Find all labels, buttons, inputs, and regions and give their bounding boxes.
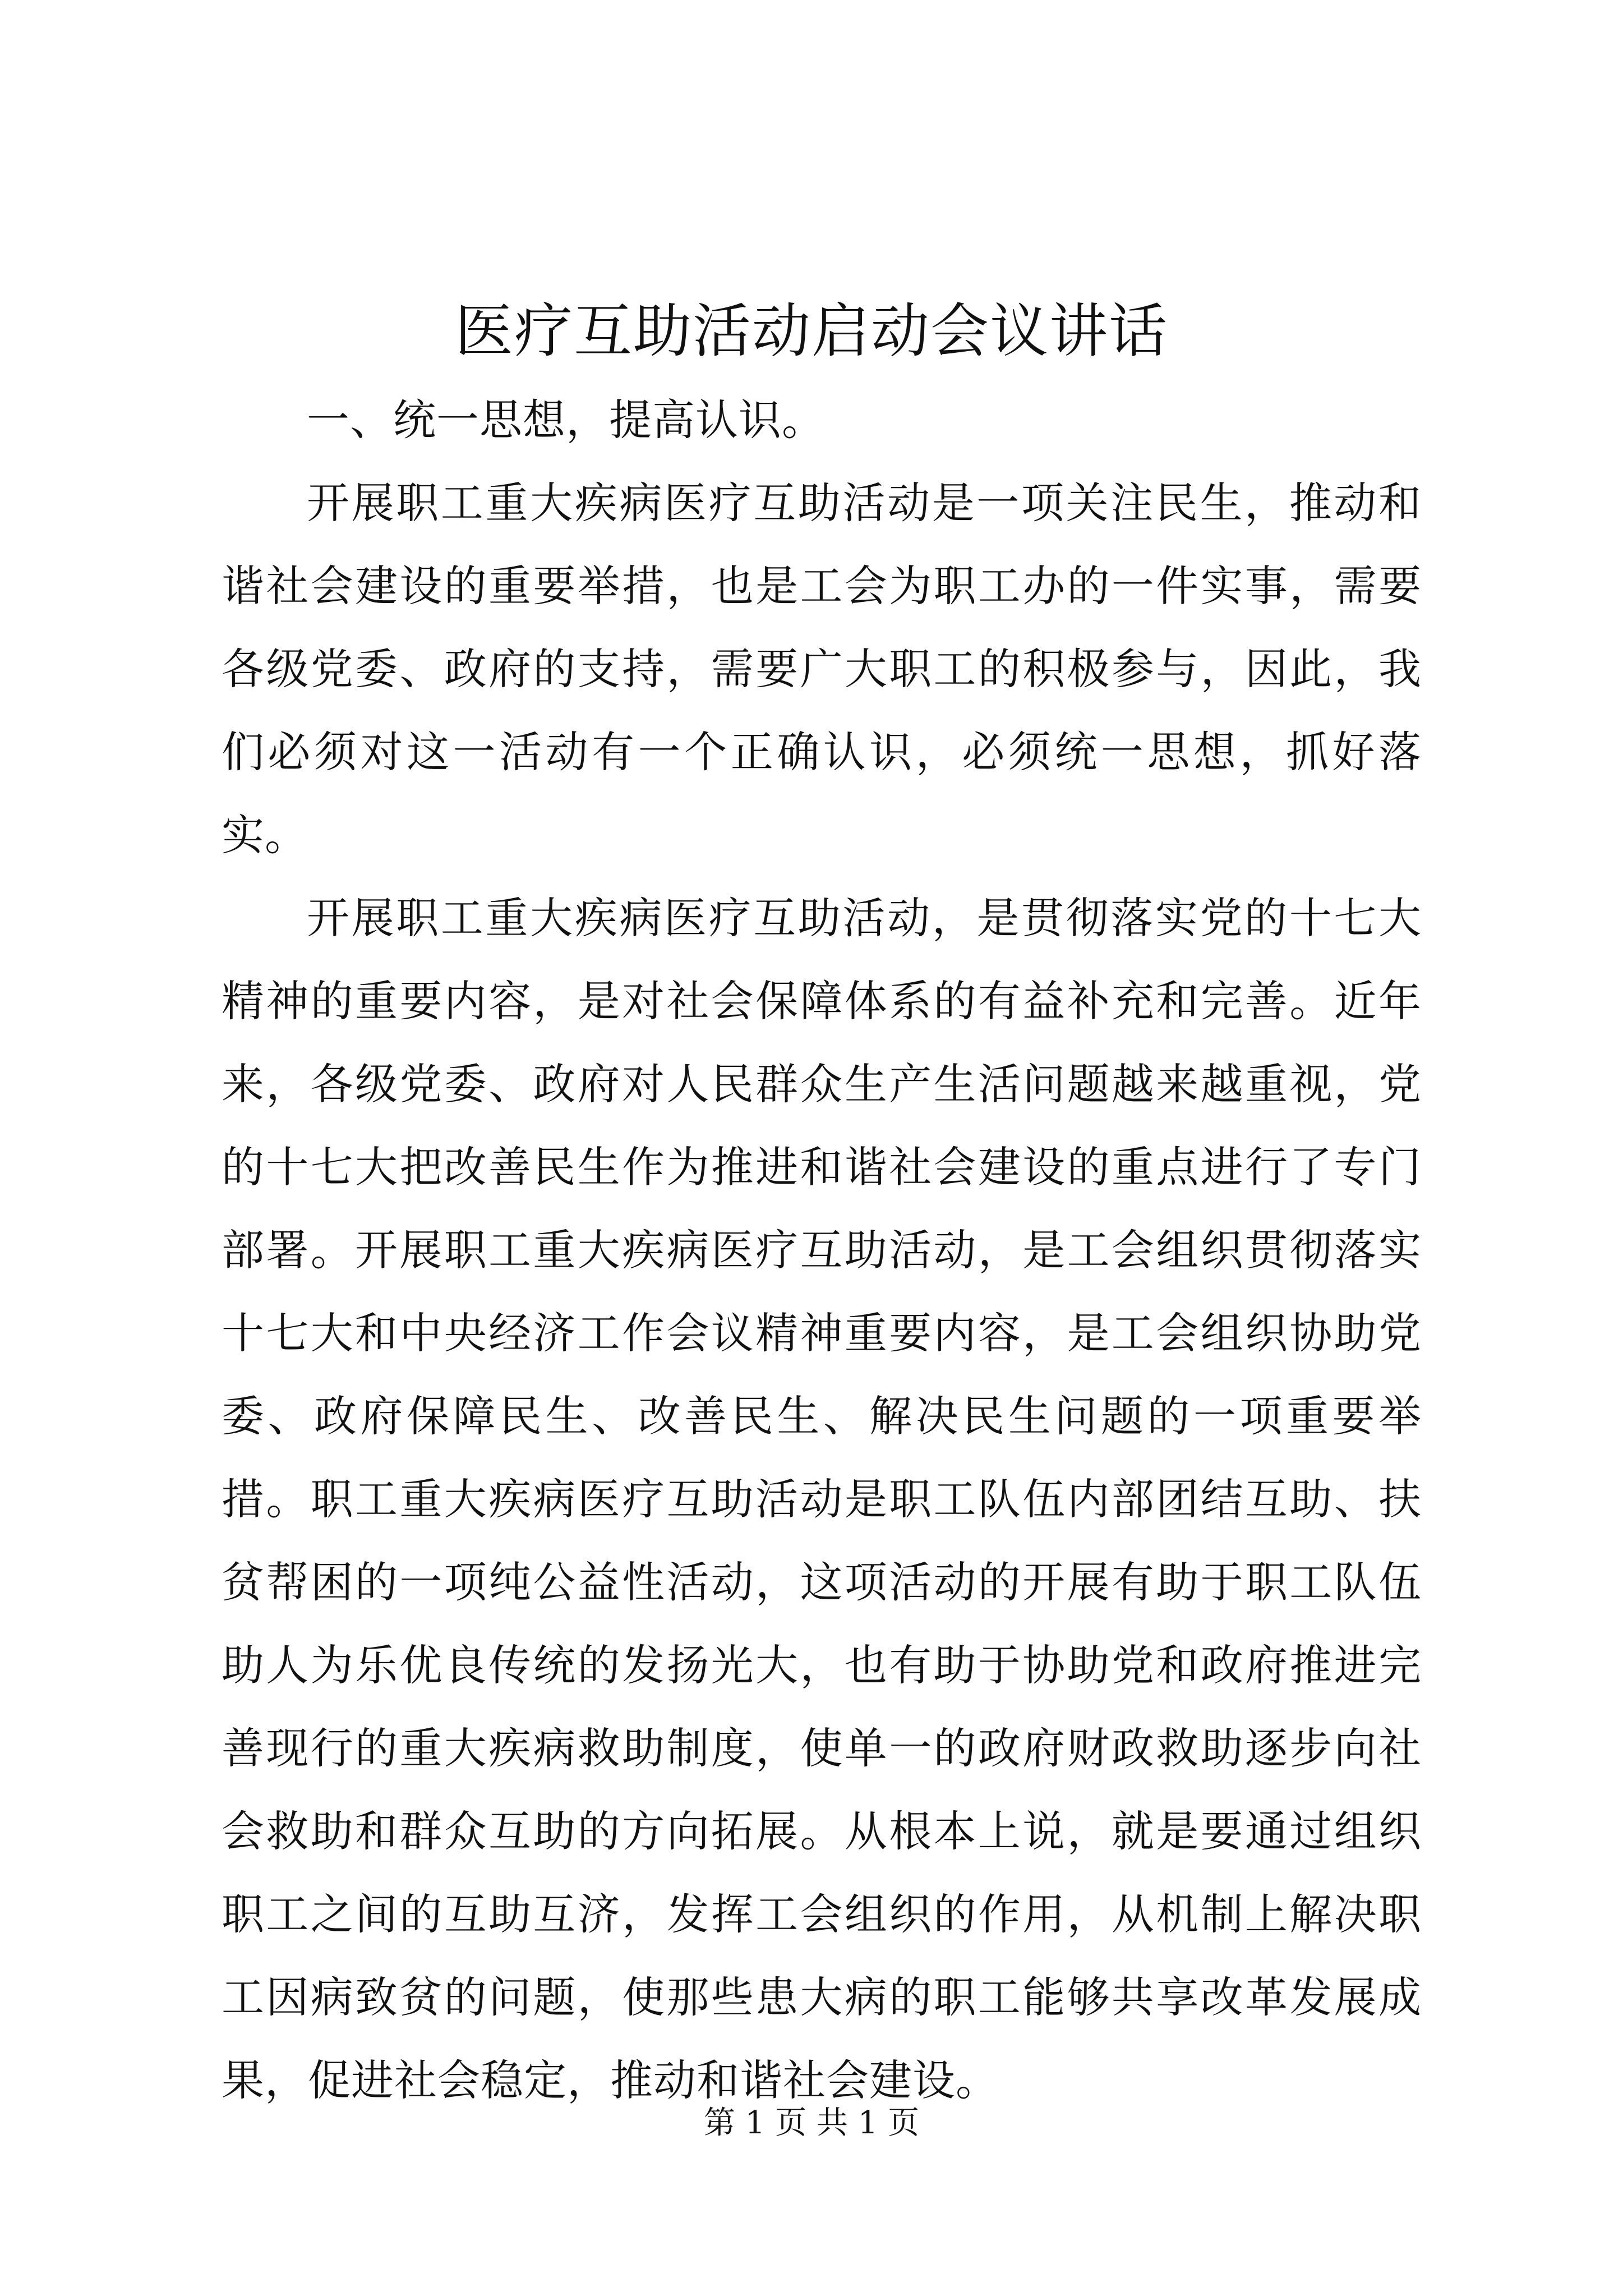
page-footer: 第 1 页 共 1 页 bbox=[703, 2105, 920, 2141]
body-paragraph: 开展职工重大疾病医疗互助活动是一项关注民生，推动和谐社会建设的重要举措，也是工会为职工办的一件实事，需要各级党委、政府的支持，需要广大职工的积极参与，因此，我们必须对这一活动有一个正确认识，必须统一思想，抓好落实。 bbox=[222, 478, 1422, 860]
document-body bbox=[222, 379, 1422, 2122]
document-title: 医疗互助活动启动会议讲话 bbox=[454, 297, 1168, 365]
section-heading: 一、统一思想，提高认识。 bbox=[307, 395, 825, 445]
body-paragraph: 开展职工重大疾病医疗互助活动，是贯彻落实党的十七大精神的重要内容，是对社会保障体系的有益补充和完善。近年来，各级党委、政府对人民群众生产生活问题越来越重视，党的十七大把改善民生作为推进和谐社会建设的重点进行了专门部署。开展职工重大疾病医疗互助活动，是工会组织贯彻落实十七大和中央经济工作会议精神重要内容，是工会组织协助党委、政府保障民生、改善民生、解决民生问题的一项重要举措。职工重大疾病医疗互助活动是职工队伍内部团结互助、扶贫帮困的一项纯公益性活动，这项活动的开展有助于职工队伍助人为乐优良传统的发扬光大，也有助于协助党和政府推进完善现行的重大疾病救助制度，使单一的政府财政救助逐步向社会救助和群众互助的方向拓展。从根本上说，就是要通过组织职工之间的互助互济，发挥工会组织的作用，从机制上解决职工因病致贫的问题，使那些患大病的职工能够共享改革发展成果，促进社会稳定，推动和谐社会建设。 bbox=[222, 893, 1422, 2105]
